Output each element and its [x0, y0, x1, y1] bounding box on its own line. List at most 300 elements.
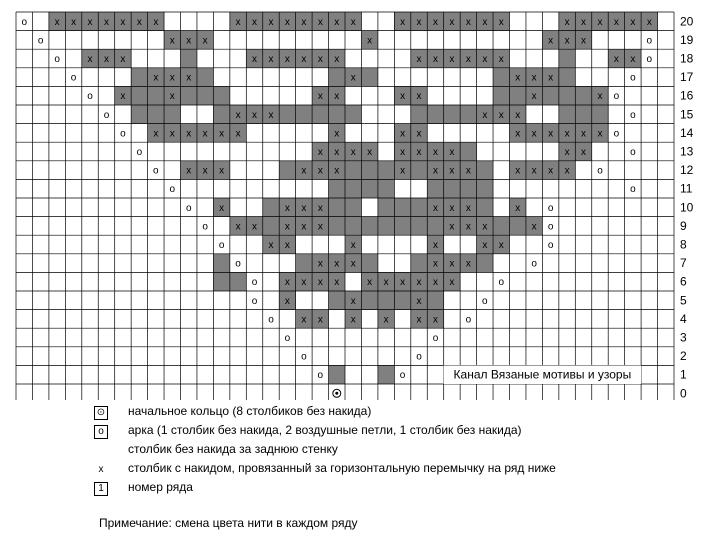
cross-mark: x [120, 91, 126, 103]
arch-mark: o [482, 295, 488, 307]
legend [92, 404, 652, 499]
chart-cell-filled [131, 68, 147, 87]
cross-mark: x [515, 202, 521, 214]
cross-mark: x [284, 16, 290, 28]
cross-mark: x [317, 221, 323, 233]
cross-mark: x [284, 221, 290, 233]
arch-mark: o [547, 221, 554, 233]
cross-mark: x [581, 35, 587, 47]
arch-mark: o [630, 109, 636, 121]
cross-symbol-icon: x [98, 464, 104, 475]
cross-mark: x [219, 165, 225, 177]
cross-mark: x [531, 91, 537, 103]
chart-cell-filled [361, 254, 377, 273]
arch-mark: o [630, 147, 636, 158]
chart-cell-filled [131, 86, 147, 105]
cross-mark: x [465, 202, 471, 214]
cross-mark: x [334, 128, 340, 140]
cross-mark: x [515, 109, 521, 121]
cross-mark: x [432, 165, 438, 177]
cross-mark: x [87, 16, 93, 28]
row-number-label: 16 [680, 88, 694, 103]
arch-mark: o [251, 277, 258, 289]
arch-mark: o [136, 147, 143, 158]
cross-mark: x [153, 128, 159, 140]
chart-cell-filled [361, 217, 377, 236]
chart-cell-filled [296, 254, 312, 273]
chart-cell-filled [131, 105, 147, 124]
chart-cell-filled [312, 105, 328, 124]
cross-mark: x [465, 16, 471, 28]
arch-mark: o [630, 72, 636, 84]
cross-mark: x [531, 72, 537, 84]
cross-mark: x [284, 295, 290, 307]
chart-cell-filled [378, 179, 394, 198]
row-number-label: 14 [680, 125, 694, 140]
cross-mark: x [416, 16, 422, 28]
chart-cell-filled [559, 49, 575, 68]
chart-cell-filled [411, 254, 427, 273]
chart-cell-filled [197, 86, 213, 105]
cross-mark: x [334, 54, 340, 65]
cross-mark: x [465, 258, 471, 270]
cross-mark: x [515, 72, 521, 84]
row-number-label: 5 [680, 293, 687, 308]
cross-mark: x [301, 314, 307, 326]
cross-mark: x [613, 16, 619, 28]
chart-cell-filled [230, 272, 246, 291]
chart-cell-filled [329, 105, 345, 124]
chart-cell-filled [345, 198, 361, 217]
cross-mark: x [367, 35, 373, 47]
cross-mark: x [268, 16, 274, 28]
cross-mark: x [317, 165, 323, 177]
cross-mark: x [383, 277, 389, 289]
chart-cell-filled [559, 68, 575, 87]
cross-mark: x [400, 16, 406, 28]
chart-cell-filled [411, 198, 427, 217]
row-number-label: 4 [680, 311, 687, 326]
chart-cell-filled [559, 105, 575, 124]
legend-item-double-crochet [92, 461, 652, 480]
cross-mark: x [334, 91, 340, 103]
chart-cell-filled [493, 217, 509, 236]
arch-mark: o [284, 333, 291, 344]
cross-mark: x [350, 16, 356, 28]
chart-cell-filled [477, 254, 493, 273]
chart-cell-filled [493, 68, 509, 87]
cross-mark: x [564, 128, 570, 140]
cross-mark: x [449, 165, 455, 177]
arch-mark: o [153, 165, 159, 177]
arch-mark: o [399, 370, 406, 382]
arch-mark: o [251, 295, 258, 307]
chart-cell-filled [296, 105, 312, 124]
chart-cell-filled [394, 291, 410, 310]
chart-cell-filled [394, 217, 410, 236]
chart-cell-filled [213, 254, 229, 273]
cross-mark: x [367, 147, 373, 158]
cross-mark: x [416, 91, 422, 103]
back-loop-symbol-icon [94, 444, 108, 458]
chart-cell-filled [345, 217, 361, 236]
cross-mark: x [350, 295, 356, 307]
chart-cell-filled [279, 161, 295, 180]
cross-mark: x [202, 128, 208, 140]
chart-cell-filled [411, 105, 427, 124]
cross-mark: x [350, 240, 356, 251]
cross-mark: x [334, 277, 340, 289]
cross-mark: x [416, 295, 422, 307]
cross-mark: x [334, 147, 340, 158]
ring-mark-dot [335, 392, 338, 395]
chart-cell-filled [510, 86, 526, 105]
cross-mark: x [531, 221, 537, 233]
arch-mark: o [21, 16, 28, 28]
chart-cell-filled [213, 272, 229, 291]
chart-cell-filled [181, 49, 197, 68]
cross-mark: x [449, 258, 455, 270]
cross-mark: x [432, 258, 438, 270]
cross-mark: x [449, 147, 455, 158]
chart-cell-filled [279, 105, 295, 124]
cross-mark: x [449, 221, 455, 233]
chart-cell-filled [345, 179, 361, 198]
cross-mark: x [219, 202, 225, 214]
cross-mark: x [334, 16, 340, 28]
cross-mark: x [465, 54, 471, 65]
row-number-label: 9 [680, 218, 687, 233]
cross-mark: x [432, 240, 438, 251]
cross-mark: x [202, 35, 208, 47]
cross-mark: x [515, 165, 521, 177]
cross-mark: x [432, 202, 438, 214]
cross-mark: x [597, 128, 603, 140]
chart-cell-filled [460, 142, 476, 161]
cross-mark: x [613, 54, 619, 65]
cross-mark: x [301, 165, 307, 177]
chart-cell-filled [345, 105, 361, 124]
cross-mark: x [515, 128, 521, 140]
cross-mark: x [301, 54, 307, 65]
cross-mark: x [564, 35, 570, 47]
cross-mark: x [317, 54, 323, 65]
chart-cell-filled [378, 161, 394, 180]
arch-mark: o [103, 109, 110, 121]
cross-mark: x [630, 16, 636, 28]
arch-mark: o [547, 202, 554, 214]
chart-cell-filled [411, 217, 427, 236]
arch-mark: o [613, 91, 620, 103]
cross-mark: x [186, 72, 192, 84]
cross-mark: x [235, 16, 241, 28]
row-number-label: 0 [680, 386, 687, 400]
chart-cell-filled [460, 105, 476, 124]
cross-mark: x [498, 16, 504, 28]
cross-mark: x [548, 72, 554, 84]
arch-mark: o [202, 221, 208, 233]
arch-mark: o [169, 184, 176, 196]
cross-mark: x [482, 240, 488, 251]
arch-mark: o [120, 128, 126, 140]
cross-mark: x [186, 128, 192, 140]
cross-mark: x [531, 128, 537, 140]
cross-mark: x [87, 54, 93, 65]
chart-cell-filled [493, 86, 509, 105]
cross-mark: x [597, 16, 603, 28]
chart-cell-filled [378, 291, 394, 310]
arch-mark: o [432, 333, 439, 344]
cross-mark: x [416, 314, 422, 326]
cross-mark: x [169, 128, 175, 140]
chart-cell-filled [444, 179, 460, 198]
cross-mark: x [153, 16, 159, 28]
cross-mark: x [219, 128, 225, 140]
row-number-label: 13 [680, 144, 694, 159]
cross-mark: x [581, 147, 587, 158]
cross-mark: x [498, 109, 504, 121]
cross-mark: x [416, 147, 422, 158]
chart-cell-filled [444, 105, 460, 124]
cross-mark: x [400, 128, 406, 140]
cross-mark: x [317, 147, 323, 158]
chart-cell-filled [164, 105, 180, 124]
chart-cell-filled [329, 68, 345, 87]
legend-item-ring [92, 404, 652, 423]
legend-item-arch [92, 423, 652, 442]
cross-mark: x [482, 54, 488, 65]
cross-mark: x [136, 16, 142, 28]
cross-mark: x [548, 35, 554, 47]
chart-cell-filled [329, 198, 345, 217]
cross-mark: x [432, 277, 438, 289]
cross-mark: x [186, 35, 192, 47]
chart-cell-filled [378, 198, 394, 217]
arch-mark: o [597, 165, 603, 177]
cross-mark: x [252, 54, 258, 65]
cross-mark: x [449, 202, 455, 214]
legend-label-row-number: номер ряда [128, 480, 193, 494]
cross-mark: x [235, 221, 241, 233]
cross-mark: x [400, 147, 406, 158]
cross-mark: x [317, 258, 323, 270]
cross-mark: x [317, 277, 323, 289]
cross-mark: x [252, 16, 258, 28]
cross-mark: x [186, 165, 192, 177]
row-number-label: 7 [680, 256, 687, 271]
cross-mark: x [120, 16, 126, 28]
chart-cell-filled [361, 68, 377, 87]
cross-mark: x [268, 240, 274, 251]
cross-mark: x [120, 54, 126, 65]
arch-mark: o [547, 240, 554, 251]
chart-cell-filled [329, 365, 345, 384]
cross-mark: x [383, 314, 389, 326]
cross-mark: x [465, 165, 471, 177]
cross-mark: x [350, 147, 356, 158]
cross-mark: x [252, 109, 258, 121]
chart-cell-filled [329, 291, 345, 310]
ring-symbol-icon: ⊙ [94, 406, 108, 420]
cross-mark: x [416, 128, 422, 140]
chart-cell-filled [378, 217, 394, 236]
chart-cell-filled [477, 161, 493, 180]
row-number-label: 18 [680, 51, 694, 66]
cross-mark: x [548, 128, 554, 140]
arch-mark: o [498, 277, 505, 289]
chart-cell-filled [542, 86, 558, 105]
row-number-label: 20 [680, 14, 694, 29]
cross-mark: x [432, 147, 438, 158]
chart-cell-filled [394, 198, 410, 217]
chart-cell-filled [263, 198, 279, 217]
arch-mark: o [531, 258, 537, 270]
cross-mark: x [202, 165, 208, 177]
chart-cell-filled [427, 291, 443, 310]
row-number-label: 3 [680, 330, 687, 345]
cross-mark: x [400, 277, 406, 289]
arch-mark: o [54, 54, 60, 65]
chart-cell-filled [148, 86, 164, 105]
row-number-label: 8 [680, 237, 687, 252]
chart-cell-filled [477, 198, 493, 217]
cross-mark: x [235, 128, 241, 140]
cross-mark: x [317, 91, 323, 103]
cross-mark: x [301, 16, 307, 28]
arch-mark: o [218, 240, 225, 251]
cross-mark: x [317, 314, 323, 326]
cross-mark: x [548, 165, 554, 177]
cross-mark: x [71, 16, 77, 28]
cross-mark: x [284, 240, 290, 251]
cross-mark: x [301, 221, 307, 233]
arch-mark: o [235, 258, 241, 270]
chart-cell-filled [427, 105, 443, 124]
cross-mark: x [169, 35, 175, 47]
chart-cell-filled [329, 179, 345, 198]
cross-mark: x [465, 221, 471, 233]
row-number-label: 6 [680, 274, 687, 289]
cross-mark: x [482, 16, 488, 28]
chart-cell-filled [181, 86, 197, 105]
chart-cell-filled [329, 217, 345, 236]
cross-mark: x [416, 277, 422, 289]
cross-mark: x [432, 54, 438, 65]
watermark-text: Канал Вязаные мотивы и узоры [453, 367, 632, 382]
legend-label-arch: арка (1 столбик без накида, 2 воздушные петли, 1 столбик без накида) [128, 423, 522, 437]
cross-mark: x [531, 165, 537, 177]
row-number-label: 19 [680, 32, 694, 47]
cross-mark: x [268, 54, 274, 65]
cross-mark: x [284, 277, 290, 289]
chart-cell-filled [411, 161, 427, 180]
cross-mark: x [564, 165, 570, 177]
cross-mark: x [498, 240, 504, 251]
cross-mark: x [449, 54, 455, 65]
arch-mark: o [646, 35, 653, 47]
cross-mark: x [334, 165, 340, 177]
cross-mark: x [350, 258, 356, 270]
chart-cell-filled [263, 217, 279, 236]
cross-mark: x [334, 258, 340, 270]
chart-cell-filled [213, 86, 229, 105]
cross-mark: x [103, 54, 109, 65]
cross-mark: x [581, 128, 587, 140]
cross-mark: x [597, 91, 603, 103]
row-number-label: 15 [680, 107, 694, 122]
chart-cell-filled [427, 179, 443, 198]
arch-mark: o [416, 351, 422, 363]
chart-cell-filled [361, 161, 377, 180]
row-number-label: 12 [680, 163, 694, 178]
legend-label-ring: начальное кольцо (8 столбиков без накида) [128, 404, 372, 418]
cross-mark: x [317, 16, 323, 28]
cross-mark: x [400, 91, 406, 103]
cross-mark: x [268, 109, 274, 121]
cross-mark: x [350, 314, 356, 326]
arch-mark: o [37, 35, 44, 47]
arch-mark: o [613, 128, 620, 140]
row-number-label: 11 [680, 181, 693, 196]
cross-mark: x [317, 202, 323, 214]
chart-cell-filled [592, 105, 608, 124]
cross-mark: x [54, 16, 60, 28]
chart-cell-filled [559, 86, 575, 105]
cross-mark: x [252, 221, 258, 233]
chart-cell-filled [148, 105, 164, 124]
arch-mark: o [70, 72, 77, 84]
cross-mark: x [630, 54, 636, 65]
row-number-label: 17 [680, 70, 694, 85]
cross-mark: x [103, 16, 109, 28]
chart-cell-filled [575, 105, 591, 124]
chart-cell-filled [575, 86, 591, 105]
arch-mark: o [268, 314, 274, 326]
arch-mark: o [301, 351, 307, 363]
arch-mark: o [185, 202, 192, 214]
cross-mark: x [301, 202, 307, 214]
legend-item-back-loop [92, 442, 652, 461]
cross-mark: x [432, 16, 438, 28]
cross-mark: x [400, 165, 406, 177]
cross-mark: x [482, 221, 488, 233]
row-number-label: 2 [680, 349, 687, 364]
cross-mark: x [581, 16, 587, 28]
row-number-label: 10 [680, 200, 694, 215]
cross-mark: x [301, 277, 307, 289]
chart-cell-filled [378, 365, 394, 384]
cross-mark: x [449, 277, 455, 289]
cross-mark: x [169, 91, 175, 103]
cross-mark: x [235, 109, 241, 121]
row-number-symbol-icon: 1 [94, 482, 108, 496]
cross-mark: x [498, 54, 504, 65]
arch-mark: o [630, 184, 636, 196]
row-number-label: 1 [680, 367, 687, 382]
arch-mark: o [87, 91, 93, 103]
cross-mark: x [169, 72, 175, 84]
chart-cell-filled [197, 68, 213, 87]
arch-symbol-icon: o [94, 425, 108, 439]
chart-cell-filled [213, 105, 229, 124]
chart-cell-filled [510, 217, 526, 236]
note-text: Примечание: смена цвета нити в каждом ряду [99, 516, 358, 530]
arch-mark: o [646, 54, 653, 65]
cross-mark: x [367, 277, 373, 289]
cross-mark: x [350, 72, 356, 84]
cross-mark: x [564, 147, 570, 158]
chart-cell-filled [460, 179, 476, 198]
